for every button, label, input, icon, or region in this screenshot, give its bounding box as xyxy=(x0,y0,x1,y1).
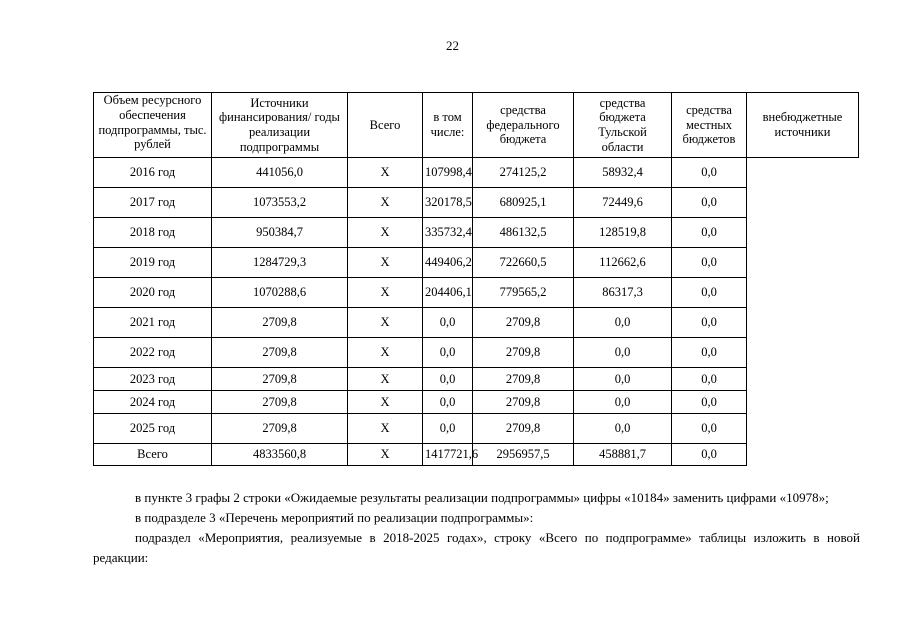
paragraph: подраздел «Мероприятия, реализуемые в 2018-2025 годах», строку «Всего по подпрограмме» таблицы изложить в новой редакции: xyxy=(93,530,860,565)
cell-local: 58932,4 xyxy=(574,158,672,188)
cell-federal: 0,0 xyxy=(423,308,473,338)
paragraph: в пункте 3 графы 2 строки «Ожидаемые результаты реализации подпрограммы» цифры «10184» заменить цифрами «10978»; xyxy=(135,490,829,505)
cell-federal: 0,0 xyxy=(423,414,473,444)
total-cell-local: 458881,7 xyxy=(574,444,672,466)
resource-volume-label: Объем ресурсного обеспечения подпрограммы, тыс. рублей xyxy=(94,93,212,158)
table-row xyxy=(94,391,859,414)
cell-federal: 449406,2 xyxy=(423,248,473,278)
cell-total: 1073553,2 xyxy=(212,188,348,218)
cell-regional: 779565,2 xyxy=(473,278,574,308)
cell-including: X xyxy=(348,248,423,278)
table-row xyxy=(94,278,859,308)
cell-extrabudgetary: 0,0 xyxy=(672,248,747,278)
cell-regional: 274125,2 xyxy=(473,158,574,188)
table-row xyxy=(94,218,859,248)
cell-year: 2024 год xyxy=(94,391,212,414)
cell-year: 2022 год xyxy=(94,338,212,368)
cell-regional: 486132,5 xyxy=(473,218,574,248)
cell-regional: 2709,8 xyxy=(473,368,574,391)
cell-including: X xyxy=(348,188,423,218)
cell-regional: 722660,5 xyxy=(473,248,574,278)
cell-extrabudgetary: 0,0 xyxy=(672,391,747,414)
page-number: 22 xyxy=(446,38,459,53)
cell-total: 2709,8 xyxy=(212,368,348,391)
cell-including: X xyxy=(348,278,423,308)
cell-extrabudgetary: 0,0 xyxy=(672,158,747,188)
cell-regional: 2709,8 xyxy=(473,414,574,444)
cell-extrabudgetary: 0,0 xyxy=(672,278,747,308)
total-cell-year: Всего xyxy=(94,444,212,466)
cell-extrabudgetary: 0,0 xyxy=(672,338,747,368)
cell-federal: 0,0 xyxy=(423,391,473,414)
cell-local: 0,0 xyxy=(574,391,672,414)
table-row xyxy=(94,248,859,278)
cell-extrabudgetary: 0,0 xyxy=(672,218,747,248)
cell-local: 0,0 xyxy=(574,368,672,391)
cell-including: X xyxy=(348,391,423,414)
cell-including: X xyxy=(348,308,423,338)
cell-total: 2709,8 xyxy=(212,414,348,444)
cell-total: 1284729,3 xyxy=(212,248,348,278)
header-sources: Источники финансирования/ годы реализации подпрограммы xyxy=(212,93,348,158)
cell-local: 0,0 xyxy=(574,414,672,444)
cell-local: 0,0 xyxy=(574,338,672,368)
cell-local: 86317,3 xyxy=(574,278,672,308)
table-row xyxy=(94,338,859,368)
cell-federal: 320178,5 xyxy=(423,188,473,218)
cell-extrabudgetary: 0,0 xyxy=(672,188,747,218)
cell-total: 2709,8 xyxy=(212,308,348,338)
resource-table xyxy=(93,92,859,466)
cell-total: 950384,7 xyxy=(212,218,348,248)
total-cell-total: 4833560,8 xyxy=(212,444,348,466)
cell-regional: 680925,1 xyxy=(473,188,574,218)
cell-year: 2019 год xyxy=(94,248,212,278)
cell-including: X xyxy=(348,414,423,444)
cell-including: X xyxy=(348,158,423,188)
table-row xyxy=(94,158,859,188)
cell-federal: 335732,4 xyxy=(423,218,473,248)
header-regional-budget: средства бюджета Тульской области xyxy=(574,93,672,158)
header-total: Всего xyxy=(348,93,423,158)
table-row xyxy=(94,368,859,391)
table-row xyxy=(94,188,859,218)
cell-year: 2025 год xyxy=(94,414,212,444)
cell-total: 441056,0 xyxy=(212,158,348,188)
cell-extrabudgetary: 0,0 xyxy=(672,368,747,391)
cell-local: 72449,6 xyxy=(574,188,672,218)
cell-total: 1070288,6 xyxy=(212,278,348,308)
cell-regional: 2709,8 xyxy=(473,338,574,368)
table-header-row xyxy=(94,93,859,158)
cell-year: 2018 год xyxy=(94,218,212,248)
cell-total: 2709,8 xyxy=(212,391,348,414)
amendment-text xyxy=(93,488,860,568)
cell-year: 2023 год xyxy=(94,368,212,391)
table-row xyxy=(94,308,859,338)
cell-regional: 2709,8 xyxy=(473,391,574,414)
cell-year: 2020 год xyxy=(94,278,212,308)
cell-regional: 2709,8 xyxy=(473,308,574,338)
header-including: в том числе: xyxy=(423,93,473,158)
cell-including: X xyxy=(348,218,423,248)
cell-federal: 0,0 xyxy=(423,368,473,391)
total-cell-including: X xyxy=(348,444,423,466)
cell-year: 2021 год xyxy=(94,308,212,338)
cell-including: X xyxy=(348,368,423,391)
cell-federal: 107998,4 xyxy=(423,158,473,188)
cell-total: 2709,8 xyxy=(212,338,348,368)
header-local-budgets: средства местных бюджетов xyxy=(672,93,747,158)
header-federal-budget: средства федерального бюджета xyxy=(473,93,574,158)
cell-federal: 0,0 xyxy=(423,338,473,368)
cell-extrabudgetary: 0,0 xyxy=(672,308,747,338)
total-cell-federal: 1417721,6 xyxy=(423,444,473,466)
total-cell-regional: 2956957,5 xyxy=(473,444,574,466)
cell-local: 128519,8 xyxy=(574,218,672,248)
cell-including: X xyxy=(348,338,423,368)
cell-extrabudgetary: 0,0 xyxy=(672,414,747,444)
paragraph: в подразделе 3 «Перечень мероприятий по реализации подпрограммы»: xyxy=(135,510,534,525)
cell-local: 112662,6 xyxy=(574,248,672,278)
header-extrabudgetary: внебюджетные источники xyxy=(747,93,859,158)
table-row xyxy=(94,414,859,444)
cell-year: 2016 год xyxy=(94,158,212,188)
table-total-row xyxy=(94,444,859,466)
cell-federal: 204406,1 xyxy=(423,278,473,308)
cell-year: 2017 год xyxy=(94,188,212,218)
total-cell-extrabudgetary: 0,0 xyxy=(672,444,747,466)
cell-local: 0,0 xyxy=(574,308,672,338)
